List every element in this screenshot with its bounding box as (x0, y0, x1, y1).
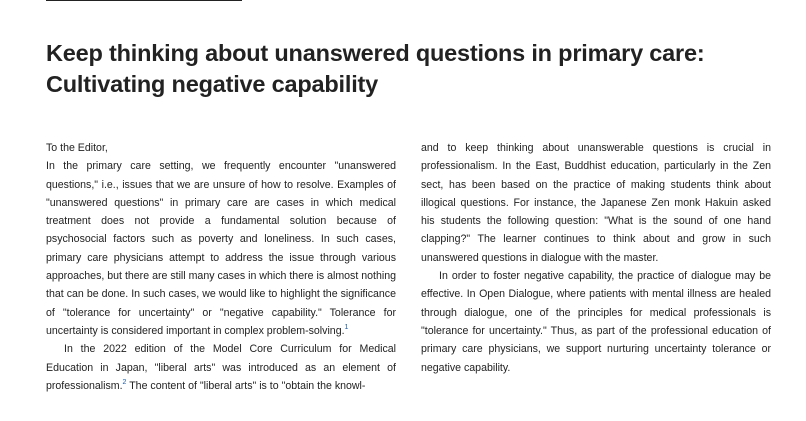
paragraph-1 (46, 157, 396, 340)
title-line-1: Keep thinking about unanswered questions in primary care: (46, 40, 705, 66)
paragraph-2-text-a: In the 2022 edition of the Model Core Curriculum for Medical Education in Japan, "liberal arts" was introduced as an element of professionalism. (46, 343, 396, 392)
salutation: To the Editor, (46, 142, 108, 154)
paragraph-2-text-b: The content of "liberal arts" is to "obtain the knowl- (126, 379, 366, 392)
reference-1-link[interactable]: 1 (344, 323, 349, 331)
paragraph-3: and to keep thinking about unanswerable questions is crucial in professionalism. In the East, Buddhist education, particularly in the Zen sect, has been based on the practice of making students think about illogical questions. For instance, the Japanese Zen monk Hakuin asked his students the following question: "What is the sound of one hand clapping?" The learner continues to think about and grow in such unanswered questions in dialogue with the master. (421, 142, 771, 264)
left-column (46, 139, 396, 395)
reference-2-link[interactable]: 2 (122, 378, 127, 386)
paragraph-1-text: In the primary care setting, we frequently encounter "unanswered questions," i.e., issues that we are unsure of how to resolve. Examples of "unanswered questions" in primary care are cases in which medical treatment does not provide a fundamental solution because of psychosocial factors such as poverty and loneliness. In such cases, primary care physicians attempt to address the issue through various approaches, but there are still many cases in which there is almost nothing that can be done. In such cases, we would like to highlight the significance of "tolerance for uncertainty" or "negative capability." Tolerance for uncertainty is considered important in complex problem-solving. (46, 160, 396, 337)
header-rule (46, 0, 242, 1)
paragraph-4: In order to foster negative capability, the practice of dialogue may be effective. In Open Dialogue, where patients with mental illness are healed through dialogue, one of the principles for medical professionals is "tolerance for uncertainty." Thus, as part of the professional education of primary care physicians, we support nurturing uncertainty tolerance or negative capability. (421, 270, 771, 374)
title-line-2: Cultivating negative capability (46, 71, 379, 97)
right-column (421, 139, 771, 377)
article-title (46, 38, 786, 100)
paragraph-2 (46, 340, 396, 395)
